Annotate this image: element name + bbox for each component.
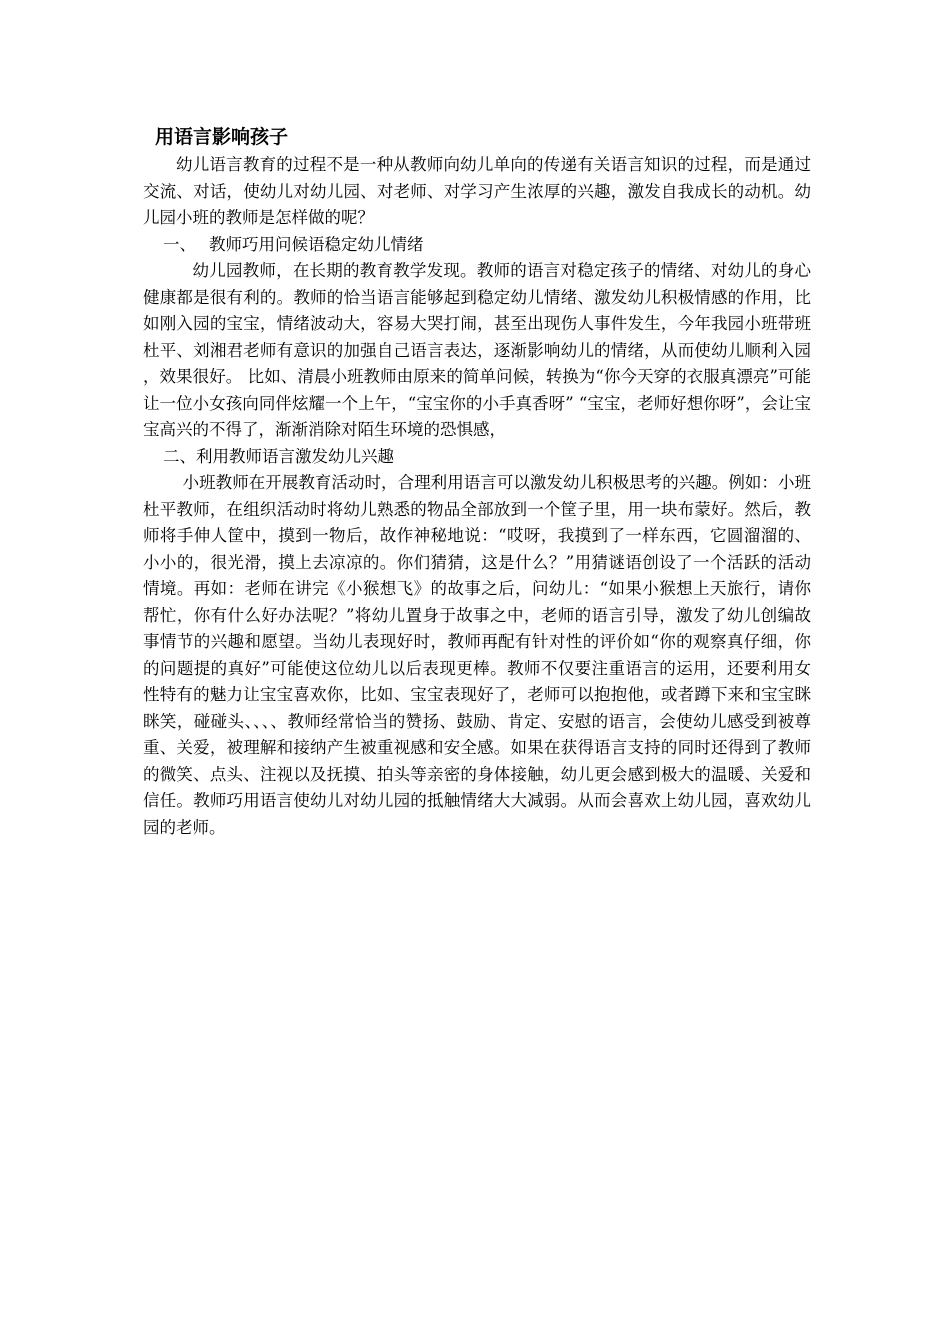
document-title: 用语言影响孩子 [155,126,289,148]
section-2-paragraph: 小班教师在开展教育活动时，合理利用语言可以激发幼儿积极思考的兴趣。例如：小班杜平教师，在组织活动时将幼儿熟悉的物品全部放到一个筐子里，用一块布蒙好。然后，教师将手伸人筐中，摸到一物后，故作神秘地说：“哎呀，我摸到了一样东西，它圆溜溜的、小小的，很光滑，摸上去凉凉的。你们猜猜，这是什么？”用猜谜语创设了一个活跃的活动情境。再如：老师在讲完《小猴想飞》的故事之后，问幼儿：“如果小猴想上天旅行，请你帮忙，你有什么好办法呢？”将幼儿置身于故事之中，老师的语言引导，激发了幼儿创编故事情节的兴趣和愿望。当幼儿表现好时，教师再配有针对性的评价如“你的观察真仔细，你的问题提的真好”可能使这位幼儿以后表现更棒。教师不仅要注重语言的运用，还要利用女性特有的魅力让宝宝喜欢你，比如、宝宝表现好了，老师可以抱抱他，或者蹲下来和宝宝眯眯笑，碰碰头、、、、教师经常恰当的赞扬、鼓励、肯定、安慰的语言，会使幼儿感受到被尊重、关爱，被理解和接纳产生被重视感和安全感。如果在获得语言支持的同时还得到了教师的微笑、点头、注视以及抚摸、拍头等亲密的身体接触，幼儿更会感到极大的温暖、关爱和信任。教师巧用语言使幼儿对幼儿园的抵触情绪大大减弱。从而会喜欢上幼儿园，喜欢幼儿园的老师。 [143,473,811,837]
section-2-heading: 二、利用教师语言激发幼儿兴趣 [163,446,394,466]
section-1-heading [163,232,811,259]
document-page [143,118,811,841]
section-1-heading-text: 教师巧用问候语稳定幼儿情绪 [209,234,424,254]
section-1-number: 一、 [163,234,196,254]
intro-paragraph: 幼儿语言教育的过程不是一种从教师向幼儿单向的传递有关语言知识的过程，而是通过交流、对话，使幼儿对幼儿园、对老师、对学习产生浓厚的兴趣，激发自我成长的动机。幼儿园小班的教师是怎样做的呢？ [143,155,811,227]
section-1-paragraph: 幼儿园教师，在长期的教育教学发现。教师的语言对稳定孩子的情绪、对幼儿的身心健康都是很有利的。教师的恰当语言能够起到稳定幼儿情绪、激发幼儿积极情感的作用，比如刚入园的宝宝，情绪波动大，容易大哭打闹，甚至出现伤人事件发生，今年我园小班带班杜平、刘湘君老师有意识的加强自己语言表达，逐渐影响幼儿的情绪，从而使幼儿顺利入园 ，效果很好。 比如、清晨小班教师由原来的简单问候，转换为“你今天穿的衣服真漂亮”可能让一位小女孩向同伴炫耀一个上午，“宝宝你的小手真香呀” “宝宝，老师好想你呀”，会让宝宝高兴的不得了，渐渐消除对陌生环境的恐惧感， [143,261,811,439]
